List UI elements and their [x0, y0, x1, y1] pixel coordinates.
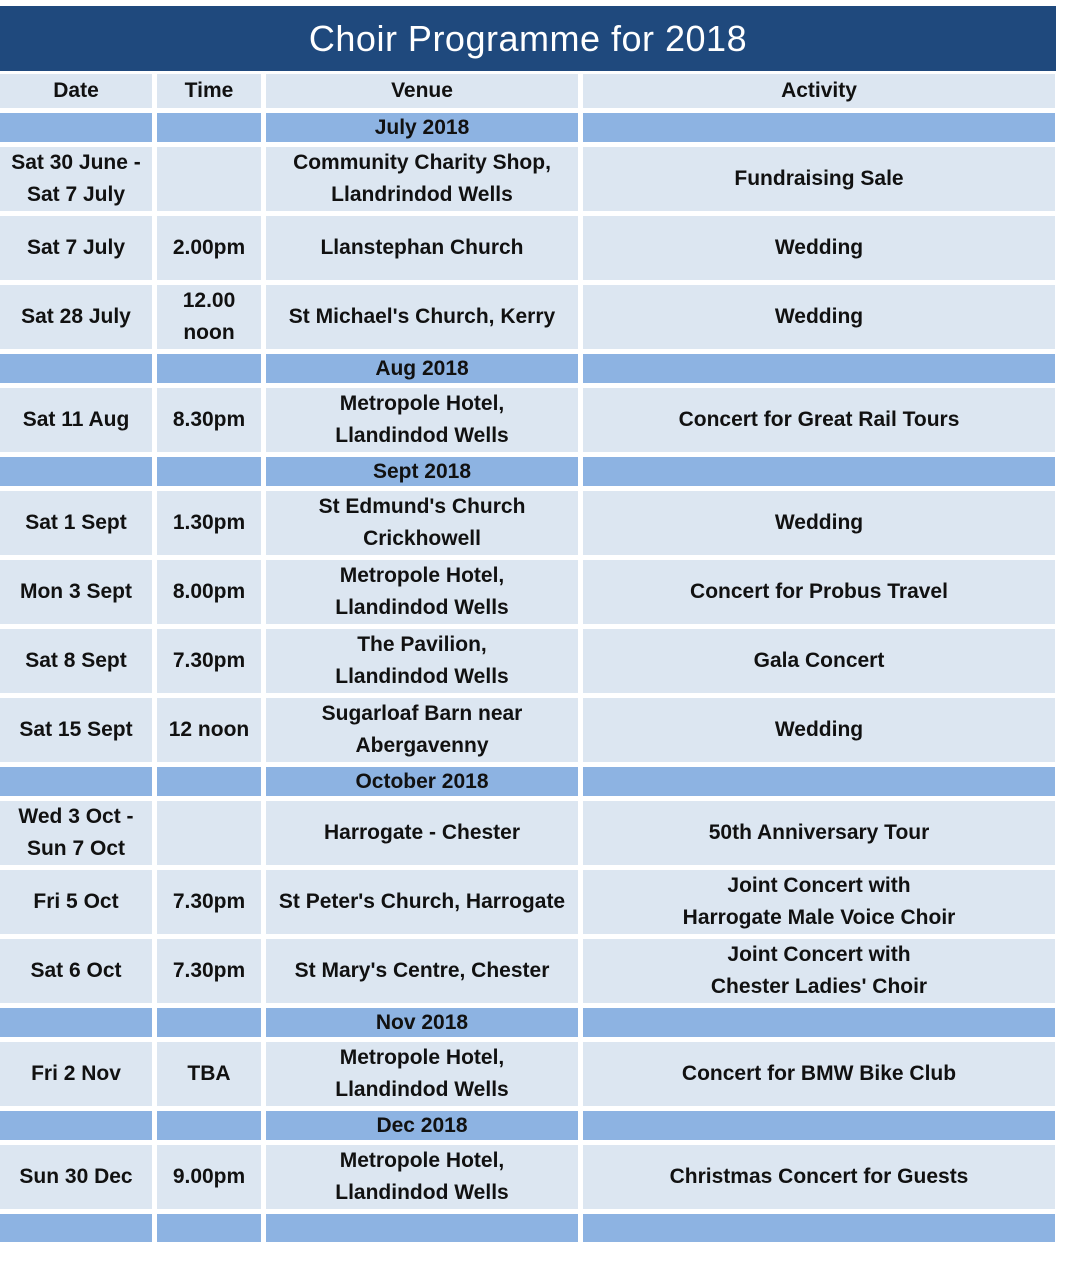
month-label: Aug 2018 — [266, 354, 578, 383]
time-cell: 7.30pm — [157, 939, 261, 1003]
table-row — [0, 629, 1056, 693]
venue-cell: St Edmund's Church Crickhowell — [266, 491, 578, 555]
month-label: Dec 2018 — [266, 1111, 578, 1140]
activity-cell: Concert for BMW Bike Club — [583, 1042, 1055, 1106]
date-cell: Sat 7 July — [0, 216, 152, 280]
page-title: Choir Programme for 2018 — [0, 6, 1056, 71]
blank-cell — [157, 1214, 261, 1242]
activity-cell: Concert for Probus Travel — [583, 560, 1055, 624]
date-cell: Sat 8 Sept — [0, 629, 152, 693]
activity-cell: Concert for Great Rail Tours — [583, 388, 1055, 452]
date-cell: Mon 3 Sept — [0, 560, 152, 624]
month-header-row — [0, 113, 1056, 142]
table-row — [0, 1042, 1056, 1106]
time-cell: 12.00 noon — [157, 285, 261, 349]
month-spacer-cell — [157, 457, 261, 486]
time-cell: 1.30pm — [157, 491, 261, 555]
month-spacer-cell — [0, 113, 152, 142]
month-label: October 2018 — [266, 767, 578, 796]
header-venue: Venue — [266, 74, 578, 108]
month-spacer-cell — [157, 1008, 261, 1037]
month-label: July 2018 — [266, 113, 578, 142]
month-header-row — [0, 1111, 1056, 1140]
month-spacer-cell — [0, 354, 152, 383]
header-row — [0, 74, 1056, 108]
table-row — [0, 388, 1056, 452]
month-spacer-cell — [157, 1111, 261, 1140]
header-date: Date — [0, 74, 152, 108]
time-cell — [157, 801, 261, 865]
activity-cell: Joint Concert with Chester Ladies' Choir — [583, 939, 1055, 1003]
time-cell: TBA — [157, 1042, 261, 1106]
month-label: Nov 2018 — [266, 1008, 578, 1037]
venue-cell: Harrogate - Chester — [266, 801, 578, 865]
date-cell: Sat 30 June - Sat 7 July — [0, 147, 152, 211]
month-spacer-cell — [583, 1111, 1055, 1140]
blank-cell — [0, 1214, 152, 1242]
month-spacer-cell — [0, 1008, 152, 1037]
schedule-table — [0, 6, 1056, 1247]
table-row — [0, 801, 1056, 865]
time-cell: 8.00pm — [157, 560, 261, 624]
table-row — [0, 147, 1056, 211]
venue-cell: Metropole Hotel, Llandindod Wells — [266, 1042, 578, 1106]
date-cell: Sun 30 Dec — [0, 1145, 152, 1209]
month-spacer-cell — [157, 113, 261, 142]
time-cell — [157, 147, 261, 211]
time-cell: 7.30pm — [157, 870, 261, 934]
venue-cell: Metropole Hotel, Llandindod Wells — [266, 1145, 578, 1209]
activity-cell: Fundraising Sale — [583, 147, 1055, 211]
table-body — [0, 113, 1056, 1242]
table-row — [0, 870, 1056, 934]
date-cell: Fri 5 Oct — [0, 870, 152, 934]
table-row — [0, 939, 1056, 1003]
time-cell: 7.30pm — [157, 629, 261, 693]
time-cell: 12 noon — [157, 698, 261, 762]
date-cell: Wed 3 Oct - Sun 7 Oct — [0, 801, 152, 865]
venue-cell: Metropole Hotel, Llandindod Wells — [266, 560, 578, 624]
table-row — [0, 698, 1056, 762]
activity-cell: Joint Concert with Harrogate Male Voice Choir — [583, 870, 1055, 934]
date-cell: Sat 15 Sept — [0, 698, 152, 762]
month-spacer-cell — [0, 767, 152, 796]
venue-cell: Metropole Hotel, Llandindod Wells — [266, 388, 578, 452]
venue-cell: The Pavilion, Llandindod Wells — [266, 629, 578, 693]
month-spacer-cell — [583, 1008, 1055, 1037]
activity-cell: Wedding — [583, 216, 1055, 280]
month-spacer-cell — [157, 767, 261, 796]
date-cell: Sat 28 July — [0, 285, 152, 349]
time-cell: 2.00pm — [157, 216, 261, 280]
blank-cell — [583, 1214, 1055, 1242]
month-spacer-cell — [583, 354, 1055, 383]
month-label: Sept 2018 — [266, 457, 578, 486]
date-cell: Sat 11 Aug — [0, 388, 152, 452]
time-cell: 8.30pm — [157, 388, 261, 452]
venue-cell: St Peter's Church, Harrogate — [266, 870, 578, 934]
header-time: Time — [157, 74, 261, 108]
table-row — [0, 560, 1056, 624]
table-row — [0, 1145, 1056, 1209]
month-spacer-cell — [583, 457, 1055, 486]
table-row — [0, 285, 1056, 349]
month-spacer-cell — [583, 767, 1055, 796]
month-spacer-cell — [0, 1111, 152, 1140]
activity-cell: Christmas Concert for Guests — [583, 1145, 1055, 1209]
venue-cell: St Mary's Centre, Chester — [266, 939, 578, 1003]
activity-cell: Gala Concert — [583, 629, 1055, 693]
time-cell: 9.00pm — [157, 1145, 261, 1209]
month-spacer-cell — [157, 354, 261, 383]
activity-cell: Wedding — [583, 491, 1055, 555]
blank-row — [0, 1214, 1056, 1242]
activity-cell: 50th Anniversary Tour — [583, 801, 1055, 865]
activity-cell: Wedding — [583, 285, 1055, 349]
header-activity: Activity — [583, 74, 1055, 108]
month-header-row — [0, 767, 1056, 796]
month-header-row — [0, 1008, 1056, 1037]
month-header-row — [0, 457, 1056, 486]
venue-cell: Community Charity Shop, Llandrindod Wells — [266, 147, 578, 211]
date-cell: Fri 2 Nov — [0, 1042, 152, 1106]
venue-cell: Llanstephan Church — [266, 216, 578, 280]
date-cell: Sat 6 Oct — [0, 939, 152, 1003]
date-cell: Sat 1 Sept — [0, 491, 152, 555]
month-header-row — [0, 354, 1056, 383]
table-row — [0, 491, 1056, 555]
venue-cell: St Michael's Church, Kerry — [266, 285, 578, 349]
month-spacer-cell — [0, 457, 152, 486]
month-spacer-cell — [583, 113, 1055, 142]
table-row — [0, 216, 1056, 280]
activity-cell: Wedding — [583, 698, 1055, 762]
blank-cell — [266, 1214, 578, 1242]
venue-cell: Sugarloaf Barn near Abergavenny — [266, 698, 578, 762]
